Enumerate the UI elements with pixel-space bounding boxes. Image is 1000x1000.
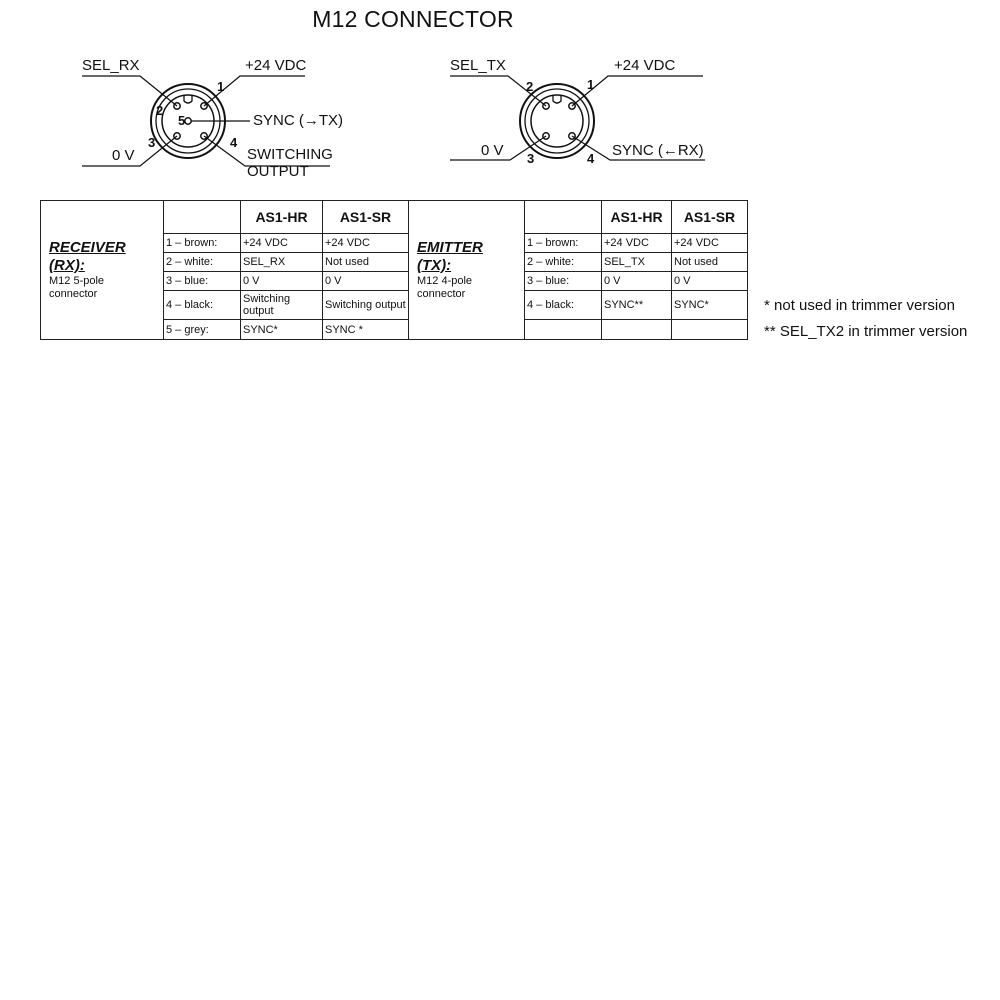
emitter-pin-4: 4: [587, 151, 595, 166]
receiver-title: RECEIVER (RX):: [49, 239, 126, 274]
receiver-hr-cell: SEL_RX: [241, 253, 323, 272]
emitter-hr-cell: SEL_TX: [602, 253, 672, 272]
emitter-subtitle: M12 4-pole connector: [417, 275, 473, 300]
emitter-hr-cell: 0 V: [602, 272, 672, 291]
receiver-hr-cell: SYNC*: [241, 320, 323, 340]
emitter-pin-cell: 2 – white:: [525, 253, 602, 272]
receiver-pin-2: 2: [156, 103, 164, 118]
receiver-pin-1: 1: [217, 79, 225, 94]
receiver-side-cell: [41, 201, 164, 340]
receiver-pin-cell: 3 – blue:: [164, 272, 241, 291]
emitter-hr-cell: +24 VDC: [602, 234, 672, 253]
receiver-switching-label: SWITCHING: [247, 146, 333, 163]
receiver-sr-cell: SYNC *: [323, 320, 409, 340]
emitter-24vdc-label: +24 VDC: [614, 57, 676, 74]
receiver-pin-4: 4: [230, 135, 238, 150]
receiver-pin-5: 5: [178, 113, 186, 128]
emitter-sr-cell: SYNC*: [672, 291, 748, 320]
receiver-hr-cell: +24 VDC: [241, 234, 323, 253]
emitter-pin-2: 2: [526, 79, 534, 94]
receiver-pin-cell: 2 – white:: [164, 253, 241, 272]
table-header-row: [41, 201, 748, 234]
emitter-sync-label: SYNC (←RX): [612, 142, 704, 159]
emitter-0v-label: 0 V: [481, 142, 504, 159]
receiver-header-sr: AS1-SR: [323, 201, 409, 234]
emitter-hr-cell: SYNC**: [602, 291, 672, 320]
receiver-0v-label: 0 V: [112, 147, 135, 164]
emitter-hr-cell: [602, 320, 672, 340]
receiver-pin-cell: 4 – black:: [164, 291, 241, 320]
emitter-sr-cell: [672, 320, 748, 340]
receiver-header-hr: AS1-HR: [241, 201, 323, 234]
connector-diagrams: [0, 0, 1000, 200]
receiver-sr-cell: 0 V: [323, 272, 409, 291]
emitter-sr-cell: +24 VDC: [672, 234, 748, 253]
receiver-pin-3: 3: [148, 135, 156, 150]
receiver-pin-cell: 5 – grey:: [164, 320, 241, 340]
receiver-sr-cell: Not used: [323, 253, 409, 272]
emitter-pin-cell: 4 – black:: [525, 291, 602, 320]
receiver-sync-label: SYNC (→TX): [253, 112, 343, 129]
emitter-pin-cell: 3 – blue:: [525, 272, 602, 291]
emitter-sel-label: SEL_TX: [450, 57, 506, 74]
emitter-sr-cell: 0 V: [672, 272, 748, 291]
emitter-header-hr: AS1-HR: [602, 201, 672, 234]
footnote-double-star: ** SEL_TX2 in trimmer version: [764, 323, 968, 340]
emitter-header-blank: [525, 201, 602, 234]
receiver-hr-cell: 0 V: [241, 272, 323, 291]
emitter-pin-cell: [525, 320, 602, 340]
footnote-single-star: * not used in trimmer version: [764, 297, 955, 314]
receiver-24vdc-label: +24 VDC: [245, 57, 307, 74]
emitter-pin-cell: 1 – brown:: [525, 234, 602, 253]
receiver-sel-label: SEL_RX: [82, 57, 140, 74]
receiver-sr-cell: +24 VDC: [323, 234, 409, 253]
emitter-title: EMITTER (TX):: [417, 239, 483, 274]
emitter-sr-cell: Not used: [672, 253, 748, 272]
page-title: M12 CONNECTOR: [312, 6, 514, 32]
pinout-table: [40, 200, 748, 340]
emitter-pin-1: 1: [587, 77, 595, 92]
receiver-hr-cell: Switching output: [241, 291, 323, 320]
receiver-sr-cell: Switching output: [323, 291, 409, 320]
receiver-header-blank: [164, 201, 241, 234]
emitter-header-sr: AS1-SR: [672, 201, 748, 234]
emitter-pin-3: 3: [527, 151, 535, 166]
receiver-pin-cell: 1 – brown:: [164, 234, 241, 253]
receiver-output-label: OUTPUT: [247, 163, 309, 180]
receiver-subtitle: M12 5-pole connector: [49, 275, 105, 300]
emitter-side-cell: [409, 201, 525, 340]
